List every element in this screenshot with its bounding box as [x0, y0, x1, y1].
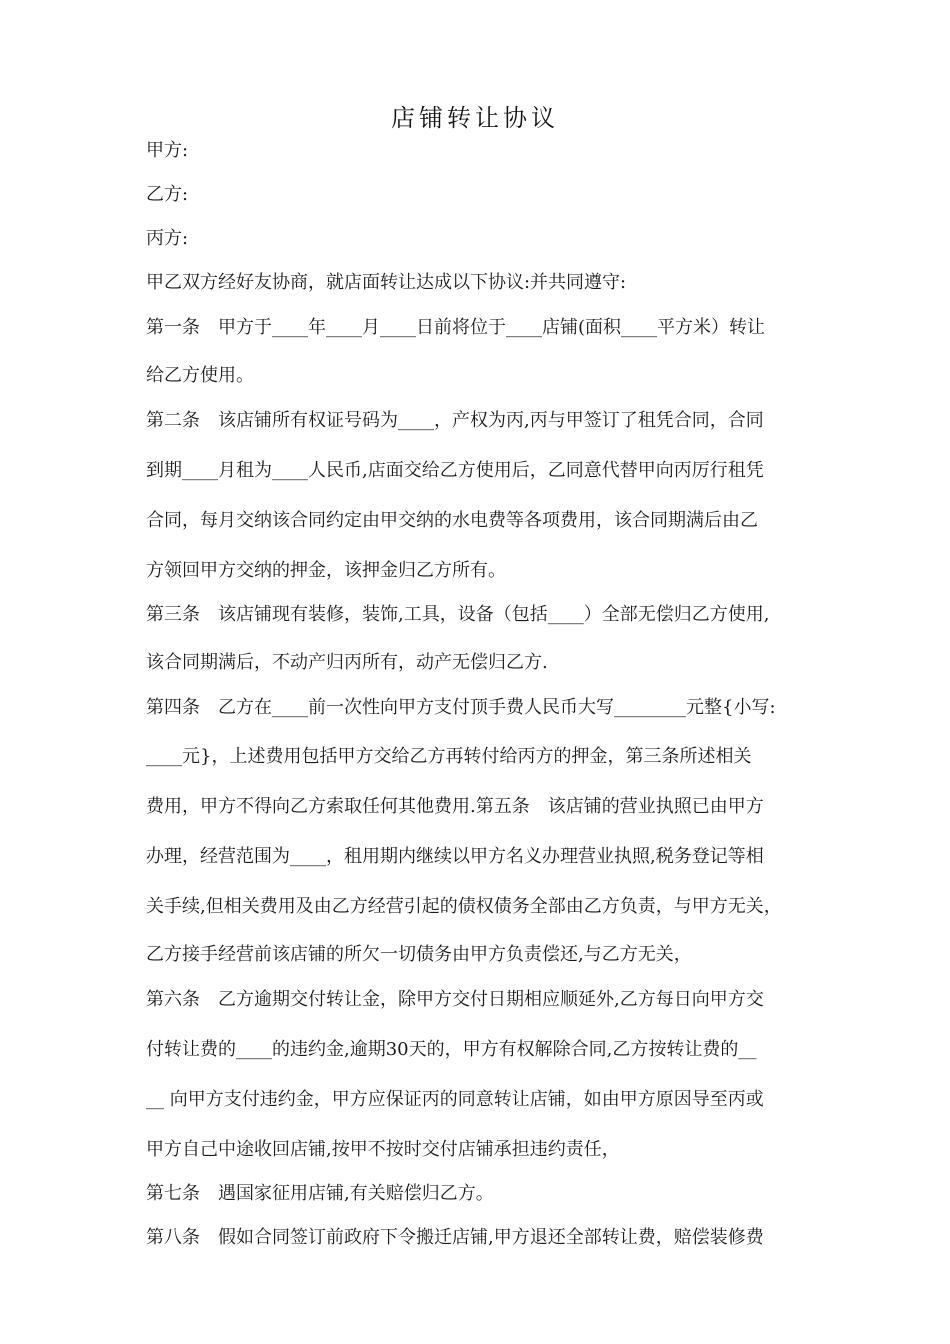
preamble-line: 甲乙双方经好友协商，就店面转让达成以下协议:并共同遵守: [146, 272, 627, 293]
article-4-line-3: 费用，甲方不得向乙方索取任何其他费用.第五条 该店铺的营业执照已由甲方 [146, 796, 764, 817]
party-c-line: 丙方: [146, 228, 189, 249]
article-6-line-4: 甲方自己中途收回店铺,按甲不按时交付店铺承担违约责任， [146, 1139, 620, 1160]
article-5-line-3: 乙方接手经营前该店铺的所欠一切债务由甲方负责偿还,与乙方无关， [146, 944, 692, 965]
article-3-line-2: 该合同期满后，不动产归丙所有，动产无偿归乙方. [146, 652, 548, 673]
party-b-line: 乙方: [146, 184, 189, 205]
article-1-line-2: 给乙方使用。 [146, 365, 254, 386]
article-2-line-3: 合同，每月交纳该合同约定由甲交纳的水电费等各项费用，该合同期满后由乙 [146, 510, 758, 531]
article-6-line-2: 付转让费的____的违约金,逾期30天的，甲方有权解除合同,乙方按转让费的__ [146, 1039, 757, 1060]
document-title: 店铺转让协议 [391, 104, 559, 132]
article-8-line-1: 第八条 假如合同签订前政府下令搬迁店铺,甲方退还全部转让费，赔偿装修费 [146, 1227, 764, 1248]
article-7-line: 第七条 遇国家征用店铺,有关赔偿归乙方。 [146, 1183, 494, 1204]
article-1-line-1: 第一条 甲方于____年____月____日前将位于____店铺(面积____平方米）转让 [146, 317, 766, 338]
article-6-line-1: 第六条 乙方逾期交付转让金，除甲方交付日期相应顺延外,乙方每日向甲方交 [146, 989, 764, 1010]
article-6-line-3: __ 向甲方支付违约金，甲方应保证丙的同意转让店铺，如由甲方原因导至丙或 [146, 1089, 764, 1110]
party-a-line: 甲方: [146, 140, 189, 161]
article-2-line-2: 到期____月租为____人民币,店面交给乙方使用后，乙同意代替甲向丙厉行租凭 [146, 460, 764, 481]
article-4-line-1: 第四条 乙方在____前一次性向甲方支付顶手费人民币大写________元整{小写: [146, 697, 776, 718]
article-5-line-1: 办理，经营范围为____，租用期内继续以甲方名义办理营业执照,税务登记等相 [146, 846, 764, 867]
article-2-line-1: 第二条 该店铺所有权证号码为____，产权为丙,丙与甲签订了租凭合同，合同 [146, 410, 764, 431]
article-4-line-2: ____元}，上述费用包括甲方交给乙方再转付给丙方的押金，第三条所述相关 [146, 746, 752, 767]
article-2-line-4: 方领回甲方交纳的押金，该押金归乙方所有。 [146, 560, 506, 581]
article-3-line-1: 第三条 该店铺现有装修，装饰,工具，设备（包括____）全部无偿归乙方使用, [146, 604, 770, 625]
article-5-line-2: 关手续,但相关费用及由乙方经营引起的债权债务全部由乙方负责，与甲方无关， [146, 896, 782, 917]
